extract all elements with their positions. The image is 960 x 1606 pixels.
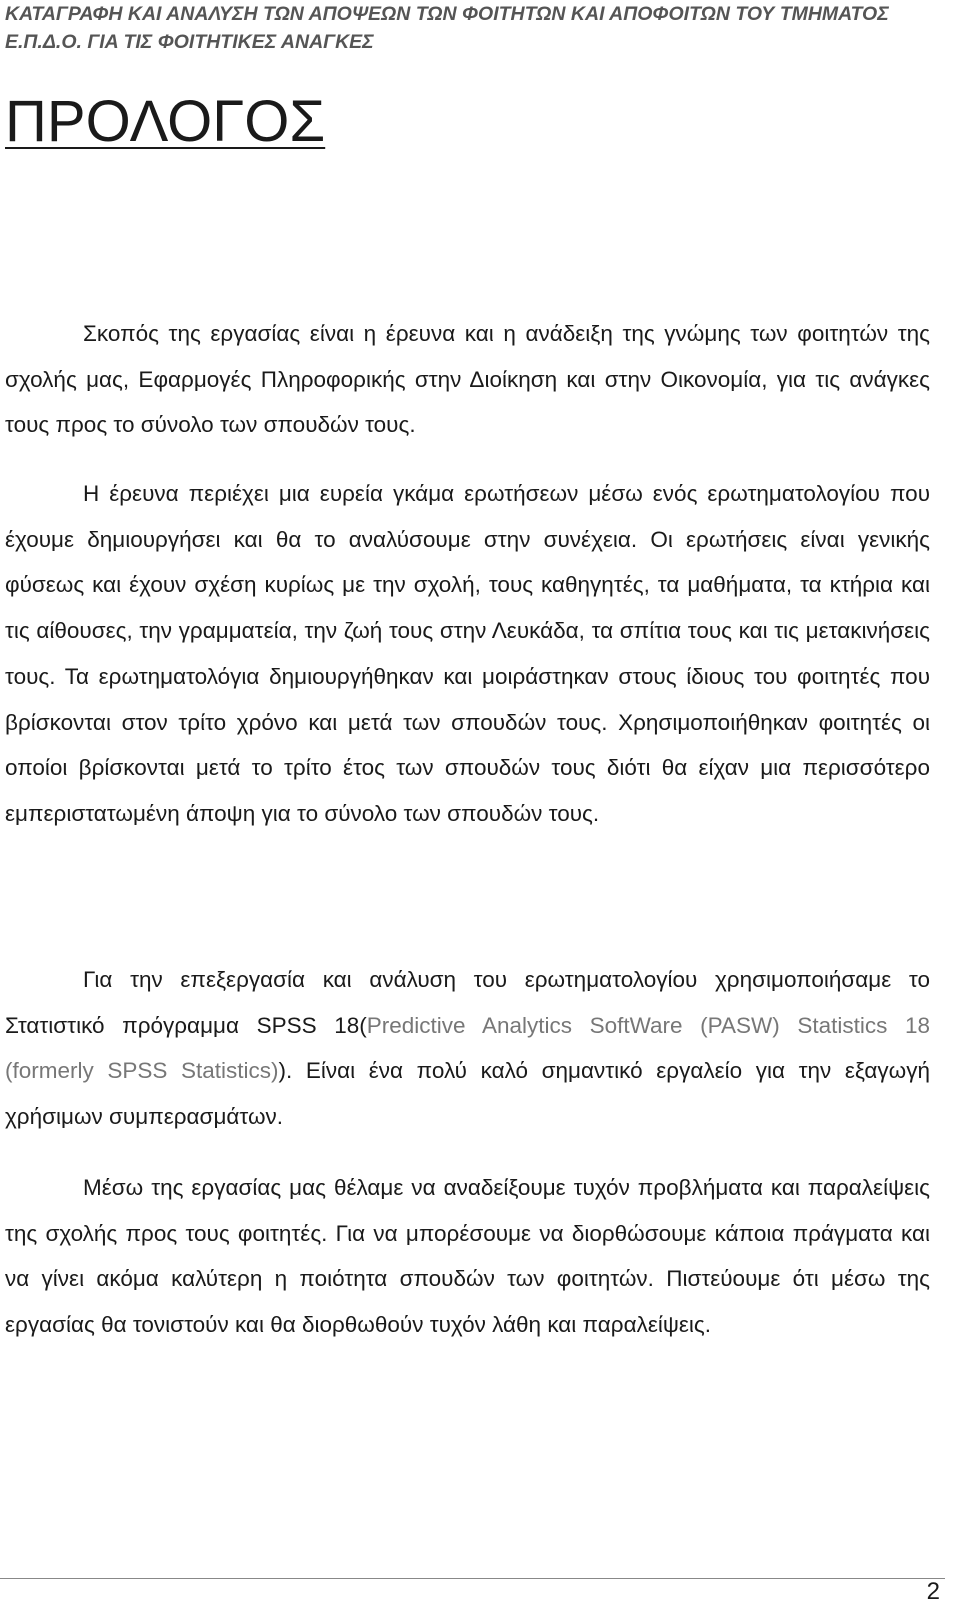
paragraph-spss-part-1: Για την επεξεργασία και ανάλυση του ερωτηματολογίου χρησιμοποιήσαμε το Στατιστικό πρόγραμμα SPSS 18(: [5, 967, 930, 1038]
paragraph-purpose: Σκοπός της εργασίας είναι η έρευνα και η ανάδειξη της γνώμης των φοιτητών της σχολής μας, Εφαρμογές Πληροφορικής στην Διοίκηση και στην Οικονομία, για τις ανάγκες τους προς το σύνολο των σπουδών τους.: [5, 321, 930, 438]
footer-divider: [0, 1578, 945, 1579]
header-line-1: ΚΑΤΑΓΡΑΦΗ ΚΑΙ ΑΝΑΛΥΣΗ ΤΩΝ ΑΠΟΨΕΩΝ ΤΩΝ ΦΟΙΤΗΤΩΝ ΚΑΙ ΑΠΟΦΟΙΤΩΝ ΤΟΥ ΤΜΗΜΑΤΟΣ: [5, 3, 889, 25]
paragraph-spss-software-name: Predictive Analytics SoftWare (PASW) Statistics 18 (formerly SPSS Statistics): [5, 1012, 930, 1084]
paragraph-survey: Η έρευνα περιέχει μια ευρεία γκάμα ερωτήσεων μέσω ενός ερωτηματολογίου που έχουμε δημιουργήσει και θα το αναλύσουμε στην συνέχεια. Οι ερωτήσεις είναι γενικής φύσεως και έχουν σχέση κυρίως με την σχολή, τους καθηγητές, τα μαθήματα, τα κτήρια και τις αίθουσες, την γραμματεία, την ζωή τους στην Λευκάδα, τα σπίτια τους και τις μετακινήσεις τους. Τα ερωτηματολόγια δημιουργήθηκαν και μοιράστηκαν στους ίδιους του φοιτητές που βρίσκονται στον τρίτο χρόνο και μετά των σπουδών τους. Χρησιμοποιήθηκαν φοιτητές οι οποίοι βρίσκονται μετά το τρίτο έτος των σπουδών τους διότι θα είχαν μια περισσότερο εμπεριστατωμένη άποψη για το σύνολο των σπουδών τους.: [5, 481, 930, 826]
header-line-2: Ε.Π.Δ.Ο. ΓΙΑ ΤΙΣ ΦΟΙΤΗΤΙΚΕΣ ΑΝΑΓΚΕΣ: [5, 31, 374, 53]
paragraph-spss-part-2: ). Είναι ένα πολύ καλό σημαντικό εργαλείο για την εξαγωγή χρήσιμων συμπερασμάτων.: [5, 1058, 930, 1130]
running-header: [5, 0, 935, 56]
page-title: ΠΡΟΛΟΓΟΣ: [5, 89, 326, 154]
paragraph-goals: Μέσω της εργασίας μας θέλαμε να αναδείξουμε τυχόν προβλήματα και παραλείψεις της σχολής προς τους φοιτητές. Για να μπορέσουμε να διορθώσουμε κάποια πράγματα και να γίνει ακόμα καλύτερη η ποιότητα σπουδών των φοιτητών. Πιστεύουμε ότι μέσω της εργασίας θα τονιστούν και θα διορθωθούν τυχόν λάθη και παραλείψεις.: [5, 1175, 930, 1338]
page-number: 2: [926, 1578, 940, 1605]
paragraph-spss: [5, 957, 930, 1140]
